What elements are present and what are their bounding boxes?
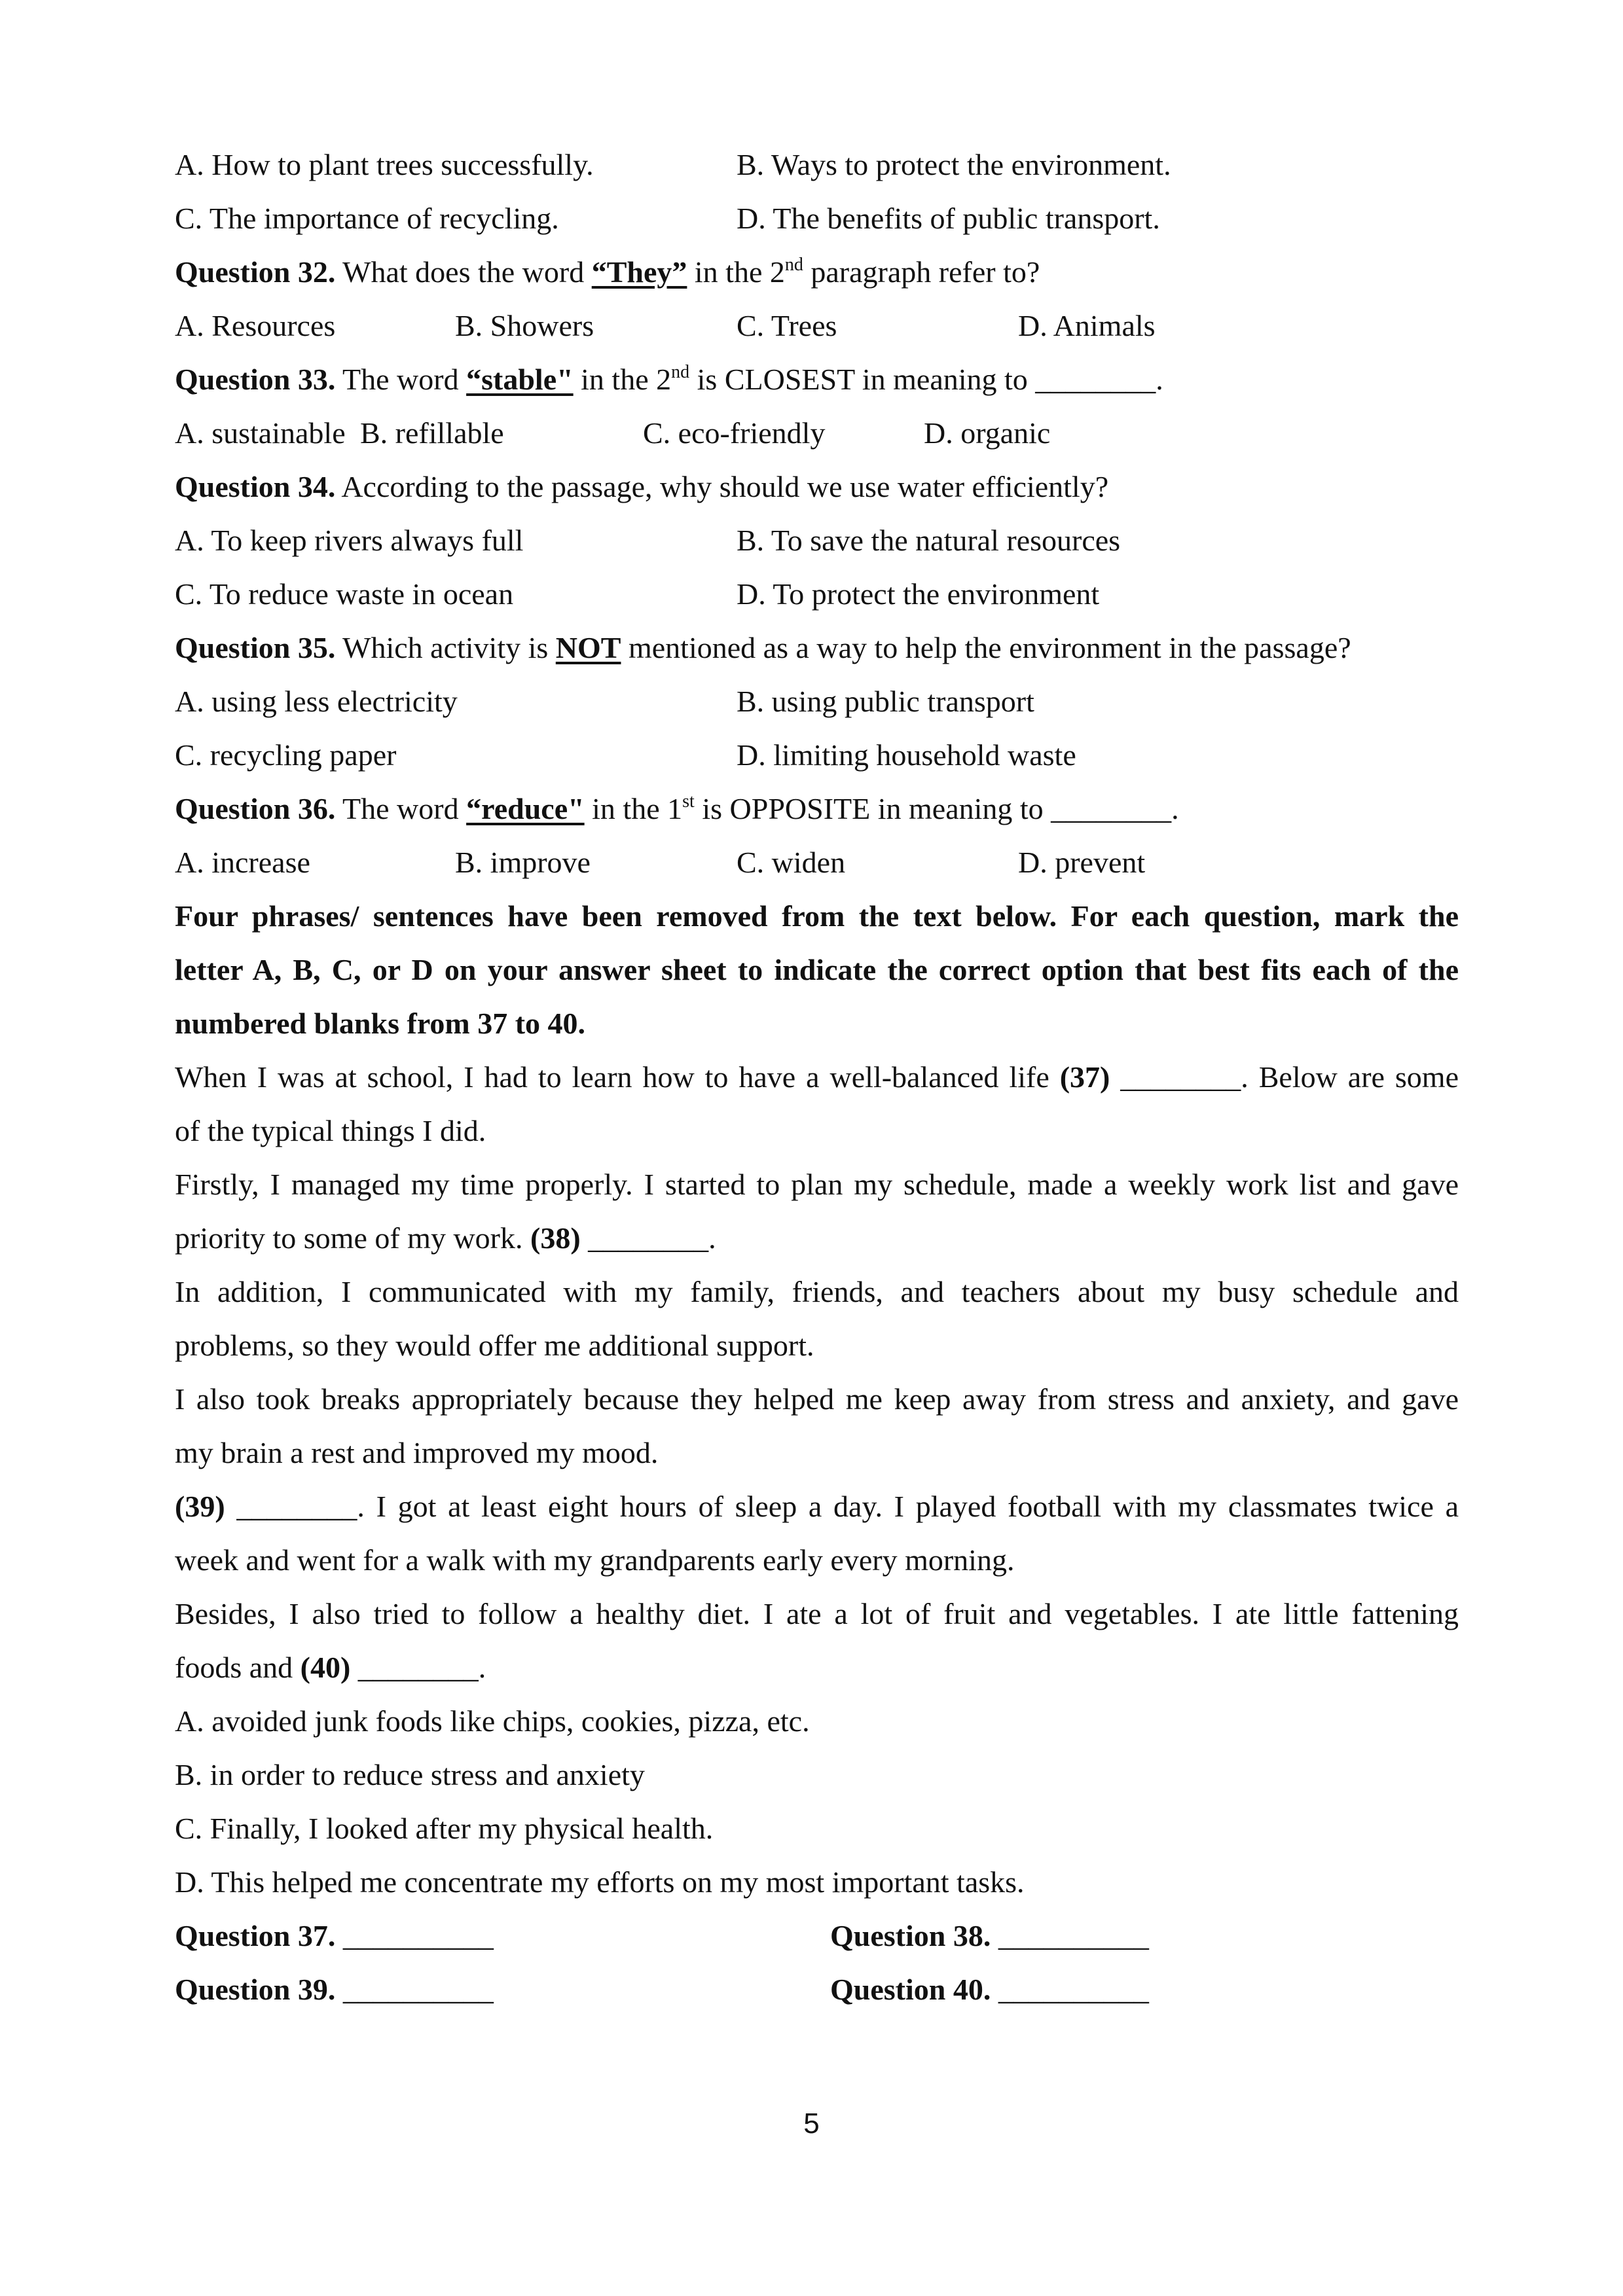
q36-text-mid: in the 1: [584, 792, 683, 825]
q33-option-d: D. organic: [924, 416, 1051, 450]
q33-label: Question 33.: [175, 363, 336, 396]
passage-option-c: C. Finally, I looked after my physical health.: [175, 1812, 714, 1845]
q36-option-b: B. improve: [455, 846, 591, 879]
answer-38: [830, 1916, 1149, 1956]
q36-keyword: “reduce": [466, 792, 585, 825]
q33-text-end: is CLOSEST in meaning to ________.: [689, 363, 1163, 396]
q36-option-a: A. increase: [175, 846, 310, 879]
passage-text: When I was at school, I had to learn how to have a well-balanced life: [175, 1060, 1060, 1094]
q35-option-d: D. limiting household waste: [737, 738, 1076, 772]
q32-stem: [175, 253, 1040, 292]
passage-p4-line-1: I also took breaks appropriately because they helped me keep away from stress and anxiety, and gave: [175, 1382, 1459, 1416]
answer-39-label: Question 39.: [175, 1973, 336, 2006]
passage-text: ________.: [580, 1221, 716, 1255]
q36-option-c: C. widen: [737, 846, 846, 879]
q33-stem: [175, 360, 1163, 399]
passage-p3-line-2: problems, so they would offer me additional support.: [175, 1329, 814, 1362]
q36-stem: [175, 789, 1179, 829]
passage-p6-line-2: [175, 1648, 486, 1687]
q34-option-b: B. To save the natural resources: [737, 524, 1121, 557]
page-number: 5: [803, 2108, 820, 2140]
answer-37-blank[interactable]: __________: [335, 1919, 494, 1952]
passage-p1-line-2: of the typical things I did.: [175, 1114, 486, 1147]
passage-p2-line-1: Firstly, I managed my time properly. I started to plan my schedule, made a weekly work list and gave: [175, 1168, 1459, 1201]
answer-38-label: Question 38.: [830, 1919, 991, 1952]
q32-option-a: A. Resources: [175, 309, 336, 342]
q31-option-c: C. The importance of recycling.: [175, 202, 559, 235]
q34-option-c: C. To reduce waste in ocean: [175, 577, 514, 611]
q33-text-mid: in the 2: [573, 363, 672, 396]
q34-option-d: D. To protect the environment: [737, 577, 1100, 611]
answer-40: [830, 1970, 1149, 2009]
q32-keyword: “They”: [591, 255, 687, 289]
blank-40-label: (40): [300, 1651, 351, 1684]
passage-p2-line-2: [175, 1219, 716, 1258]
q34-text: According to the passage, why should we use water efficiently?: [335, 470, 1109, 503]
q33-sup: nd: [671, 362, 690, 382]
passage-text: ________. Below are some: [1110, 1060, 1459, 1094]
passage-p1-line-1: [175, 1058, 1459, 1097]
q35-stem: [175, 628, 1351, 668]
q33-option-a: A. sustainable: [175, 416, 346, 450]
answer-40-label: Question 40.: [830, 1973, 991, 2006]
q33-option-c: C. eco-friendly: [643, 416, 826, 450]
answer-40-blank[interactable]: __________: [991, 1973, 1149, 2006]
q36-sup: st: [682, 791, 695, 812]
passage-option-b: B. in order to reduce stress and anxiety: [175, 1758, 645, 1791]
q36-text: The word: [335, 792, 467, 825]
q35-text-end: mentioned as a way to help the environment in the passage?: [621, 631, 1351, 664]
instruction-line-2: letter A, B, C, or D on your answer sheet to indicate the correct option that best fits each of the: [175, 953, 1459, 986]
passage-p4-line-2: my brain a rest and improved my mood.: [175, 1436, 659, 1469]
q31-option-d: D. The benefits of public transport.: [737, 202, 1160, 235]
passage-text: ________.: [350, 1651, 486, 1684]
passage-p5-line-2: week and went for a walk with my grandparents early every morning.: [175, 1543, 1015, 1577]
q32-text-end: paragraph refer to?: [803, 255, 1040, 289]
answer-38-blank[interactable]: __________: [991, 1919, 1149, 1952]
q32-text: What does the word: [335, 255, 592, 289]
q35-label: Question 35.: [175, 631, 336, 664]
passage-text: ________. I got at least eight hours of sleep a day. I played football with my classmates twice a: [225, 1490, 1459, 1523]
q36-label: Question 36.: [175, 792, 336, 825]
q32-label: Question 32.: [175, 255, 336, 289]
q34-option-a: A. To keep rivers always full: [175, 524, 524, 557]
q33-keyword: “stable": [466, 363, 574, 396]
passage-text: priority to some of my work.: [175, 1221, 530, 1255]
instruction-line-1: Four phrases/ sentences have been removed from the text below. For each question, mark the: [175, 899, 1459, 933]
passage-p5-line-1: [175, 1487, 1459, 1526]
passage-option-a: A. avoided junk foods like chips, cookies, pizza, etc.: [175, 1704, 810, 1738]
q33-option-b: B. refillable: [360, 416, 504, 450]
q36-text-end: is OPPOSITE in meaning to ________.: [694, 792, 1179, 825]
blank-39-label: (39): [175, 1490, 225, 1523]
q35-keyword: NOT: [555, 631, 621, 664]
q32-option-b: B. Showers: [455, 309, 594, 342]
answer-39-blank[interactable]: __________: [335, 1973, 494, 2006]
blank-37-label: (37): [1059, 1060, 1110, 1094]
q36-option-d: D. prevent: [1018, 846, 1146, 879]
passage-text: foods and: [175, 1651, 301, 1684]
answer-37-label: Question 37.: [175, 1919, 336, 1952]
q32-option-c: C. Trees: [737, 309, 837, 342]
q32-text-mid: in the 2: [687, 255, 785, 289]
q35-option-c: C. recycling paper: [175, 738, 397, 772]
passage-option-d: D. This helped me concentrate my efforts on my most important tasks.: [175, 1865, 1025, 1899]
q32-sup: nd: [784, 255, 803, 275]
answer-39: [175, 1970, 494, 2009]
answer-37: [175, 1916, 494, 1956]
q33-text: The word: [335, 363, 467, 396]
passage-p6-line-1: Besides, I also tried to follow a healthy diet. I ate a lot of fruit and vegetables. I ate little fattening: [175, 1597, 1459, 1630]
q31-option-b: B. Ways to protect the environment.: [737, 148, 1171, 181]
q34-stem: [175, 467, 1108, 507]
q35-text: Which activity is: [335, 631, 556, 664]
blank-38-label: (38): [530, 1221, 581, 1255]
q34-label: Question 34.: [175, 470, 336, 503]
instruction-line-3: numbered blanks from 37 to 40.: [175, 1007, 586, 1040]
q35-option-a: A. using less electricity: [175, 685, 458, 718]
q32-option-d: D. Animals: [1018, 309, 1156, 342]
q31-option-a: A. How to plant trees successfully.: [175, 148, 594, 181]
q35-option-b: B. using public transport: [737, 685, 1034, 718]
passage-p3-line-1: In addition, I communicated with my family, friends, and teachers about my busy schedule and: [175, 1275, 1459, 1308]
